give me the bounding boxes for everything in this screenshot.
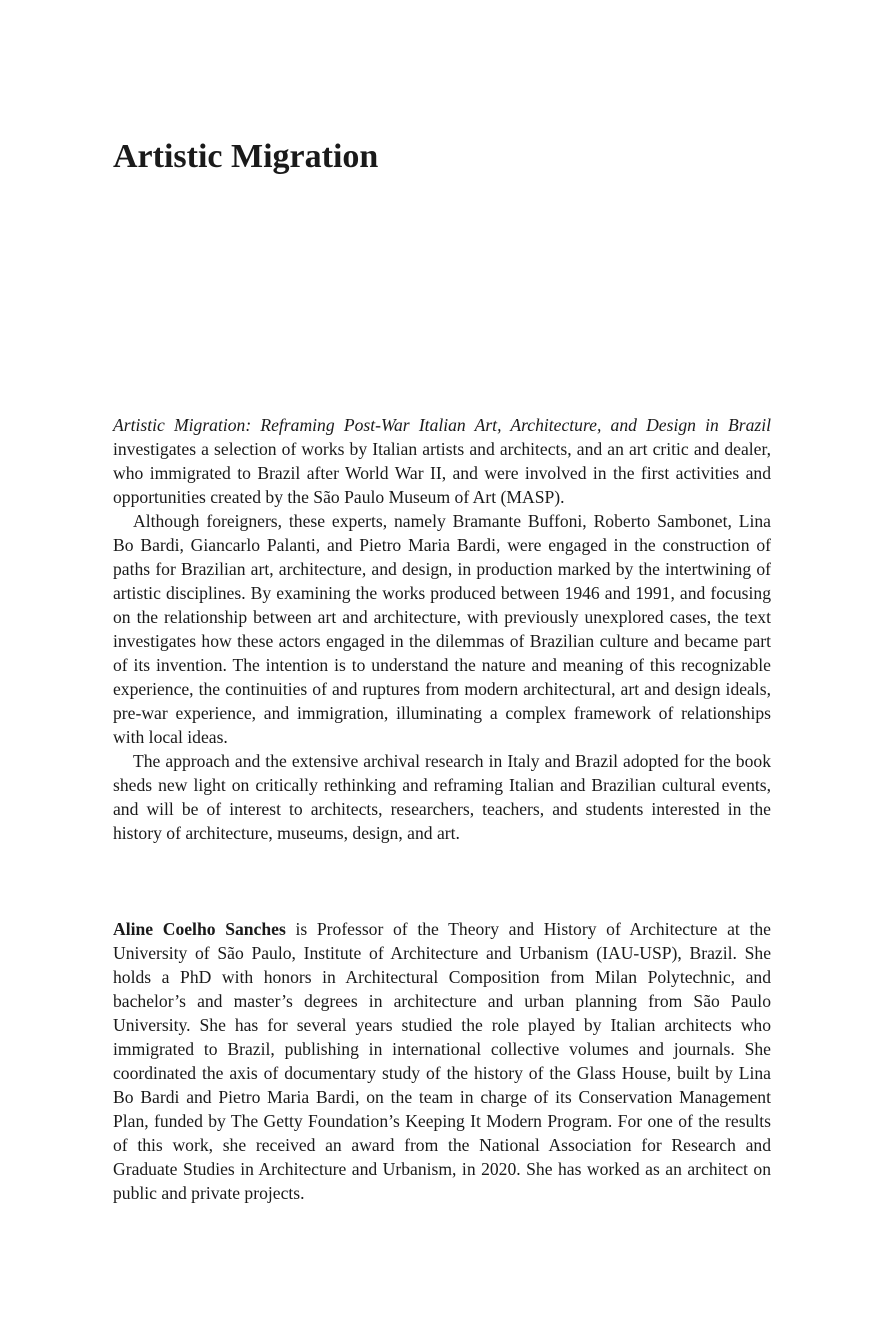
author-bio <box>113 917 771 1205</box>
author-name: Aline Coelho Sanches <box>113 919 286 939</box>
author-bio-paragraph <box>113 917 771 1205</box>
description-paragraph-1 <box>113 413 771 509</box>
description-paragraph-2: Although foreigners, these experts, namely Bramante Buffoni, Roberto Sambonet, Lina Bo Bardi, Giancarlo Palanti, and Pietro Maria Bardi, were engaged in the construction of paths for Brazilian art, architecture, and design, in production marked by the intertwining of artistic disciplines. By examining the works produced between 1946 and 1991, and focusing on the relationship between art and architecture, with previously unexplored cases, the text investigates how these actors engaged in the dilemmas of Brazilian culture and became part of its invention. The intention is to understand the nature and meaning of this recognizable experience, the continuities of and ruptures from modern architectural, art and design ideals, pre-war experience, and immigration, illuminating a complex framework of relationships with local ideas. <box>113 511 771 747</box>
author-bio-text: is Professor of the Theory and History of Architecture at the University of São Paulo, Institute of Architecture and Urbanism (IAU-USP), Brazil. She holds a PhD with honors in Architectural Composition from Milan Polytechnic, and bachelor’s and master’s degrees in architecture and urban planning from São Paulo University. She has for several years studied the role played by Italian architects who immigrated to Brazil, publishing in international collective volumes and journals. She coordinated the axis of documentary study of the history of the Glass House, built by Lina Bo Bardi and Pietro Maria Bardi, on the team in charge of its Conservation Management Plan, funded by The Getty Foundation’s Keeping It Modern Program. For one of the results of this work, she received an award from the National Association for Research and Graduate Studies in Architecture and Urbanism, in 2020. She has worked as an architect on public and private projects. <box>113 919 771 1203</box>
book-title-italic: Artistic Migration: Reframing Post-War Italian Art, Architecture, and Design in Brazil <box>113 415 771 435</box>
description-paragraph-1-text: investigates a selection of works by Italian artists and architects, and an art critic and dealer, who immigrated to Brazil after World War II, and were involved in the first activities and opportunities created by the São Paulo Museum of Art (MASP). <box>113 439 771 507</box>
book-description <box>113 413 771 845</box>
page-title: Artistic Migration <box>113 138 379 175</box>
description-paragraph-3: The approach and the extensive archival research in Italy and Brazil adopted for the book sheds new light on critically rethinking and reframing Italian and Brazilian cultural events, and will be of interest to architects, researchers, teachers, and students interested in the history of architecture, museums, design, and art. <box>113 751 771 843</box>
